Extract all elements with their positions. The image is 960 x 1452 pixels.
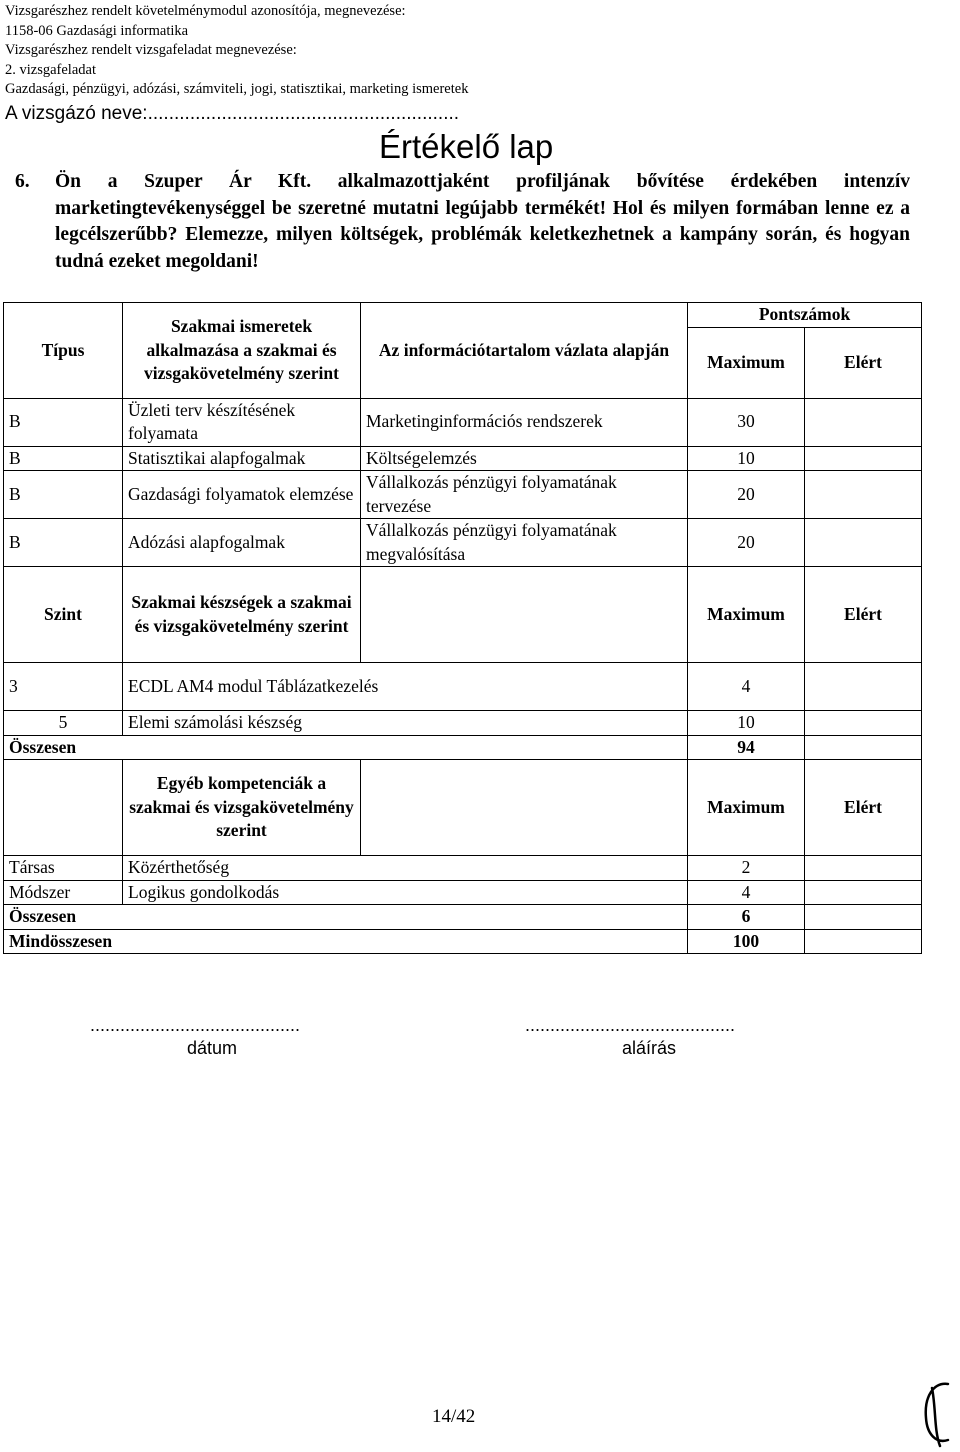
level-cell: 5 xyxy=(4,711,123,736)
table-row xyxy=(4,711,922,736)
empty-cell xyxy=(4,760,123,856)
table-row xyxy=(4,398,922,446)
kind-cell: Társas xyxy=(4,856,123,881)
max-cell: 4 xyxy=(688,880,805,905)
page-number: 14/42 xyxy=(432,1406,476,1427)
header-line: 1158-06 Gazdasági informatika xyxy=(5,22,189,39)
task-block xyxy=(15,169,910,275)
type-cell: B xyxy=(4,471,123,519)
achieved-cell[interactable] xyxy=(805,398,922,446)
header-type: Típus xyxy=(4,303,123,399)
table-row xyxy=(4,446,922,471)
max-cell: 20 xyxy=(688,519,805,567)
header-line: Gazdasági, pénzügyi, adózási, számviteli, jogi, statisztikai, marketing ismeretek xyxy=(5,81,469,97)
other-header-row xyxy=(4,760,922,856)
achieved-cell[interactable] xyxy=(805,880,922,905)
header-line: 2. vizsgafeladat xyxy=(5,61,96,78)
table-row xyxy=(4,519,922,567)
page-title: Értékelő lap xyxy=(379,128,554,165)
topic-cell: Gazdasági folyamatok elemzése xyxy=(123,471,361,519)
grand-total-value: 100 xyxy=(688,929,805,954)
header-maximum: Maximum xyxy=(688,567,805,663)
task-text: Ön a Szuper Ár Kft. alkalmazottjaként profiljának bővítése érdekében intenzív marketingtevékenységgel be szeretné mutatni legújabb termékét! Hol és milyen formában lenne ez a legcélszerűbb? Elemezze, milyen költségek, problémák keletkezhetnek a kampány során, és hogyan tudná ezeket megoldani! xyxy=(55,171,910,272)
header-achieved: Elért xyxy=(805,760,922,856)
evaluation-table xyxy=(3,302,922,954)
empty-cell xyxy=(361,567,688,663)
skills-header-row xyxy=(4,567,922,663)
header-maximum: Maximum xyxy=(688,327,805,398)
type-cell: B xyxy=(4,398,123,446)
max-cell: 20 xyxy=(688,471,805,519)
achieved-cell[interactable] xyxy=(805,519,922,567)
achieved-cell[interactable] xyxy=(805,446,922,471)
level-cell: 3 xyxy=(4,663,123,711)
subtotal-label: Összesen xyxy=(4,735,688,760)
competence-cell: Logikus gondolkodás xyxy=(123,880,688,905)
topic-cell: Adózási alapfogalmak xyxy=(123,519,361,567)
type-cell: B xyxy=(4,519,123,567)
competence-cell: Közérthetőség xyxy=(123,856,688,881)
max-cell: 4 xyxy=(688,663,805,711)
skill-cell: Elemi számolási készség xyxy=(123,711,688,736)
achieved-cell[interactable] xyxy=(805,735,922,760)
header-achieved: Elért xyxy=(805,327,922,398)
header-level: Szint xyxy=(4,567,123,663)
header-knowledge: Szakmai ismeretek alkalmazása a szakmai és vizsgakövetelmény szerint xyxy=(123,303,361,399)
skill-cell: ECDL AM4 modul Táblázatkezelés xyxy=(123,663,688,711)
achieved-cell[interactable] xyxy=(805,663,922,711)
content-cell: Költségelemzés xyxy=(361,446,688,471)
task-number: 6. xyxy=(15,171,30,192)
topic-cell: Üzleti terv készítésének folyamata xyxy=(123,398,361,446)
subtotal-row xyxy=(4,735,922,760)
achieved-cell[interactable] xyxy=(805,711,922,736)
content-cell: Vállalkozás pénzügyi folyamatának megvalósítása xyxy=(361,519,688,567)
achieved-cell[interactable] xyxy=(805,471,922,519)
header-line: Vizsgarészhez rendelt vizsgafeladat megnevezése: xyxy=(5,42,297,58)
handwritten-signature-mark xyxy=(918,1378,958,1450)
header-other: Egyéb kompetenciák a szakmai és vizsgakövetelmény szerint xyxy=(123,760,361,856)
grand-total-label: Mindösszesen xyxy=(4,929,688,954)
max-cell: 10 xyxy=(688,711,805,736)
signature-label: aláírás xyxy=(622,1038,677,1058)
max-cell: 30 xyxy=(688,398,805,446)
date-dots: .......................................... xyxy=(90,1015,301,1035)
achieved-cell[interactable] xyxy=(805,929,922,954)
header-skills: Szakmai készségek a szakmai és vizsgakövetelmény szerint xyxy=(123,567,361,663)
date-label: dátum xyxy=(187,1038,238,1058)
subtotal-value: 6 xyxy=(688,905,805,930)
content-cell: Marketinginformációs rendszerek xyxy=(361,398,688,446)
examinee-name-line: A vizsgázó neve:........................................................... xyxy=(5,103,460,124)
kind-cell: Módszer xyxy=(4,880,123,905)
header-maximum: Maximum xyxy=(688,760,805,856)
subtotal-row xyxy=(4,905,922,930)
table-row xyxy=(4,856,922,881)
max-cell: 10 xyxy=(688,446,805,471)
header-line: Vizsgarészhez rendelt követelménymodul azonosítója, megnevezése: xyxy=(5,3,406,19)
achieved-cell[interactable] xyxy=(805,905,922,930)
table-row xyxy=(4,880,922,905)
header-points: Pontszámok xyxy=(688,303,922,328)
page-header xyxy=(5,2,468,100)
topic-cell: Statisztikai alapfogalmak xyxy=(123,446,361,471)
subtotal-value: 94 xyxy=(688,735,805,760)
type-cell: B xyxy=(4,446,123,471)
signature-dots: .......................................... xyxy=(525,1015,736,1035)
empty-cell xyxy=(361,760,688,856)
table-row xyxy=(4,471,922,519)
header-content: Az információtartalom vázlata alapján xyxy=(361,303,688,399)
content-cell: Vállalkozás pénzügyi folyamatának tervezése xyxy=(361,471,688,519)
achieved-cell[interactable] xyxy=(805,856,922,881)
subtotal-label: Összesen xyxy=(4,905,688,930)
max-cell: 2 xyxy=(688,856,805,881)
grand-total-row xyxy=(4,929,922,954)
header-achieved: Elért xyxy=(805,567,922,663)
table-row xyxy=(4,663,922,711)
